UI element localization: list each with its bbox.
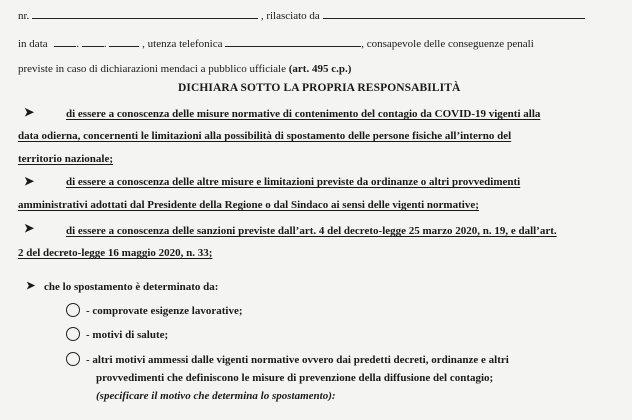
- option-other-radio[interactable]: [66, 352, 80, 366]
- month-field[interactable]: [82, 36, 104, 47]
- declaration-heading: DICHIARA SOTTO LA PROPRIA RESPONSABILITÀ: [178, 82, 461, 94]
- date-phone-row: [18, 36, 534, 51]
- rilasciato-field[interactable]: [323, 8, 585, 19]
- rilasciato-label: , rilasciato da: [260, 10, 320, 22]
- declaration-1-line-3: territorio nazionale;: [18, 153, 113, 165]
- declaration-3-line-1: di essere a conoscenza delle sanzioni previste dall’art. 4 del decreto-legge 25 marzo 2020, n. 19, e dall’art.: [66, 225, 557, 237]
- option-other-note: (specificare il motivo che determina lo spostamento):: [96, 390, 336, 402]
- bullet-arrow-icon: ➤: [26, 280, 36, 292]
- declaration-2-line-1: di essere a conoscenza delle altre misure e limitazioni previste da ordinanze o altri provvedimenti: [66, 176, 521, 188]
- declaration-1-line-2: data odierna, concernenti le limitazioni alla possibilità di spostamento delle persone fisiche all’interno del: [18, 130, 512, 142]
- phone-field[interactable]: [225, 36, 361, 47]
- bullet-arrow-icon: ➤: [24, 174, 35, 188]
- date-separator: .: [76, 38, 80, 50]
- option-other-line-2: provvedimenti che definiscono le misure di prevenzione della diffusione del contagio;: [96, 372, 494, 384]
- declaration-3-line-2: 2 del decreto-legge 16 maggio 2020, n. 33;: [18, 247, 213, 259]
- reason-label: che lo spostamento è determinato da:: [44, 281, 219, 293]
- id-row: [18, 8, 585, 23]
- bullet-arrow-icon: ➤: [24, 221, 35, 235]
- penalty-row: [18, 62, 351, 76]
- option-health-radio[interactable]: [66, 327, 80, 341]
- year-field[interactable]: [109, 36, 139, 47]
- utenza-label: , utenza telefonica: [142, 38, 223, 50]
- consapevole-label: , consapevole delle conseguenze penali: [361, 38, 534, 50]
- option-health-label: - motivi di salute;: [86, 329, 169, 341]
- penalty-article: (art. 495 c.p.): [288, 63, 352, 75]
- option-work-radio[interactable]: [66, 303, 80, 317]
- penalty-text: previste in caso di dichiarazioni mendaci a pubblico ufficiale: [18, 63, 289, 75]
- option-other-line-1: - altri motivi ammessi dalle vigenti normative ovvero dai predetti decreti, ordinanze e altri: [86, 354, 509, 366]
- nr-label: nr.: [18, 10, 30, 22]
- bullet-arrow-icon: ➤: [24, 105, 35, 119]
- declaration-1-line-1: di essere a conoscenza delle misure normative di contenimento del contagio da COVID-19 vigenti alla: [66, 108, 541, 120]
- nr-field[interactable]: [32, 8, 258, 19]
- day-field[interactable]: [54, 36, 76, 47]
- data-label: in data: [18, 38, 48, 50]
- declaration-2-line-2: amministrativi adottati dal Presidente della Regione o dal Sindaco ai sensi delle vigenti normative;: [18, 199, 479, 211]
- date-separator: .: [103, 38, 107, 50]
- option-work-label: - comprovate esigenze lavorative;: [86, 305, 243, 317]
